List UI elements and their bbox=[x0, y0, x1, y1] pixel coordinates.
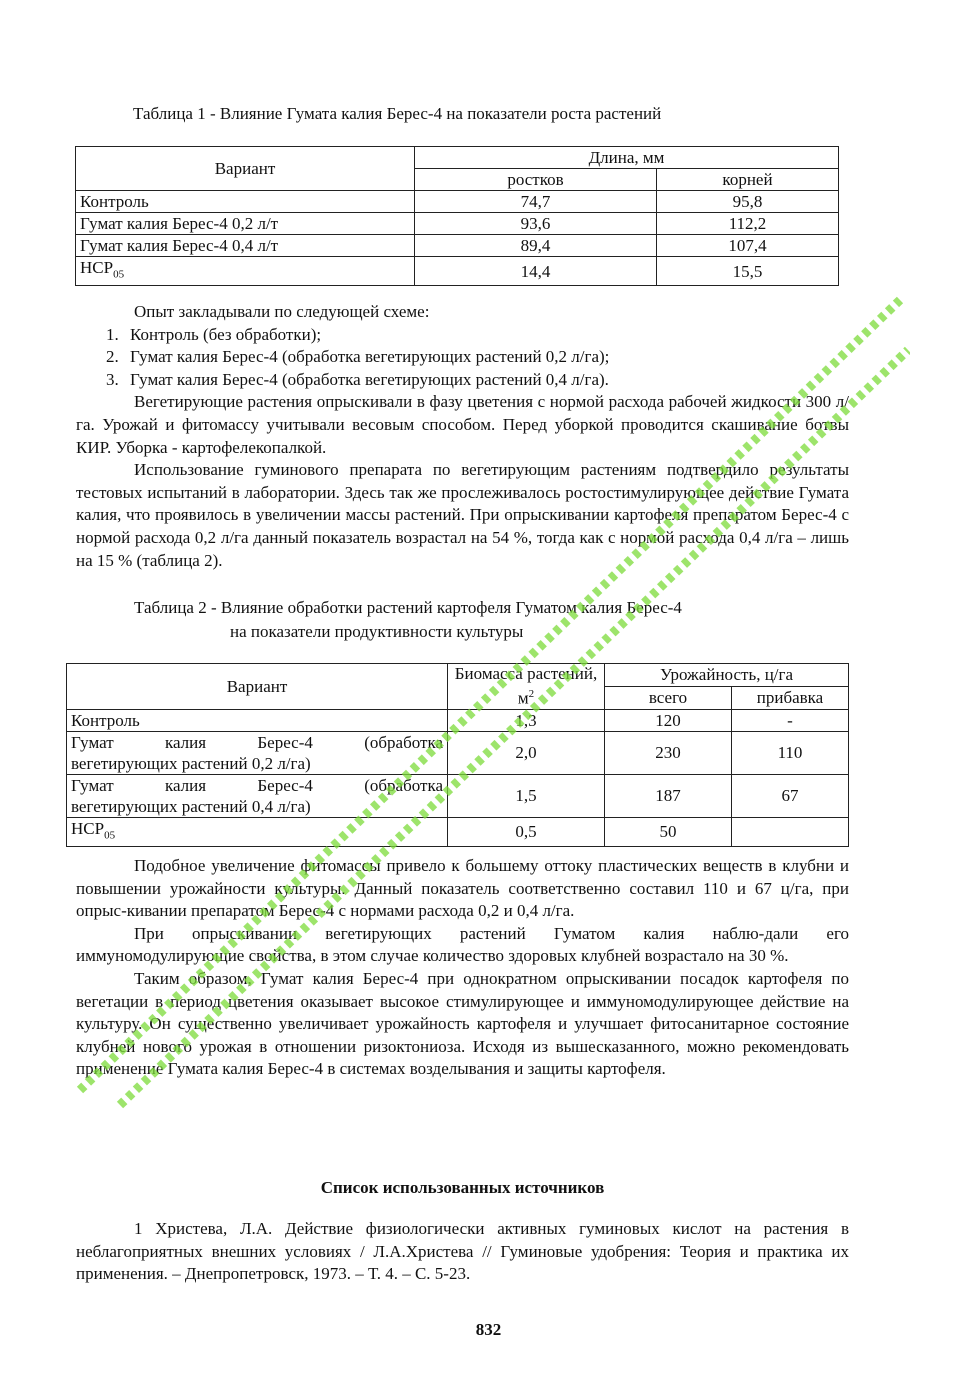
table1-cell-value: 95,8 bbox=[657, 191, 839, 213]
list-number: 1. bbox=[106, 324, 119, 344]
references-list bbox=[76, 1218, 849, 1286]
body-text-block-2 bbox=[76, 855, 849, 1081]
table2-header-group: Урожайность, ц/га bbox=[605, 664, 849, 687]
table1-header-group: Длина, мм bbox=[415, 147, 839, 169]
body-text-block-1 bbox=[76, 301, 849, 572]
table2-cell-value: 120 bbox=[605, 709, 732, 731]
paragraph: При опрыскивании вегетирующих растений Гуматом калия наблю-дали его иммуномодулирующие свойства, в этом случае количество здоровых клубней возрастало на 30 %. bbox=[76, 923, 849, 966]
hcp-label: НСР bbox=[80, 258, 114, 277]
table1-caption: Таблица 1 - Влияние Гумата калия Берес-4 на показатели роста растений bbox=[133, 104, 662, 123]
table1-cell-value: 74,7 bbox=[415, 191, 657, 213]
table2-cell-value: 67 bbox=[732, 774, 849, 817]
references-heading: Список использованных источников bbox=[320, 1178, 605, 1197]
list-item bbox=[76, 369, 849, 392]
list-item bbox=[76, 346, 849, 369]
reference-item: 1 Христева, Л.А. Действие физиологически активных гуминовых кислот на растения в неблагоприятных внешних условиях / Л.А.Христева // Гуминовые удобрения: Теория и практика их применения. – Днепропетровск, 1973. – Т. 4. – С. 5-23. bbox=[76, 1219, 849, 1284]
table2-cell-value: 50 bbox=[605, 817, 732, 846]
table1-header-variant: Вариант bbox=[76, 147, 415, 191]
table1-cell-value: 14,4 bbox=[415, 257, 657, 286]
table1 bbox=[75, 146, 839, 286]
table-row bbox=[76, 191, 839, 213]
table1-cell-value: 112,2 bbox=[657, 213, 839, 235]
variant-line: Гумат калия Берес-4 (обработка bbox=[71, 775, 443, 795]
biomass-label: Биомасса растений, м bbox=[454, 664, 598, 708]
scheme-list bbox=[76, 324, 849, 392]
page-number: 832 bbox=[475, 1320, 502, 1339]
table-row bbox=[67, 709, 849, 731]
table2-caption-line1: Таблица 2 - Влияние обработки растений картофеля Гуматом калия Берес-4 bbox=[134, 598, 682, 617]
table2-cell-value: 1,3 bbox=[448, 709, 605, 731]
paragraph: Использование гуминового препарата по вегетирующим растениям подтвердило результаты тестовых испытаний в лаборатории. Здесь так же прослеживалось ростостимулирующее действие Гумата калия, что проявилось в увеличении массы растений. При опрыскивании картофеля препаратом Берес-4 с нормой расхода 0,2 л/га данный показатель возрастал на 54 %, тогда как с нормой расхода 0,4 л/га – лишь на 15 % (таблица 2). bbox=[76, 460, 849, 570]
table2-header-gain: прибавка bbox=[732, 686, 849, 709]
variant-line: Гумат калия Берес-4 (обработка bbox=[71, 732, 443, 752]
table1-cell-variant: Контроль bbox=[76, 191, 415, 213]
table2-cell-value: 2,0 bbox=[448, 731, 605, 774]
table2 bbox=[66, 663, 849, 847]
variant-line: вегетирующих растений 0,4 л/га) bbox=[71, 796, 311, 816]
list-item bbox=[76, 324, 849, 347]
table-row bbox=[67, 731, 849, 774]
table1-cell-variant: Гумат калия Берес-4 0,2 л/т bbox=[76, 213, 415, 235]
table-row bbox=[67, 774, 849, 817]
table1-header-col2: корней bbox=[657, 169, 839, 191]
paragraph: Подобное увеличение фитомассы привело к большему оттоку пластических веществ в клубни и повышении урожайности культуры. Данный показатель соответственно составил 110 и 67 ц/га, при опрыс-кивании препаратом Берес-4 с нормами расхода 0,2 и 0,4 л/га. bbox=[76, 856, 849, 921]
table2-cell-variant bbox=[67, 817, 448, 846]
table2-cell-variant bbox=[67, 731, 448, 774]
table-row bbox=[67, 817, 849, 846]
table2-cell-value: 1,5 bbox=[448, 774, 605, 817]
table2-cell-value: 230 bbox=[605, 731, 732, 774]
table1-cell-variant bbox=[76, 257, 415, 286]
hcp-subscript: 05 bbox=[104, 829, 116, 842]
table-row bbox=[76, 257, 839, 286]
table1-cell-value: 107,4 bbox=[657, 235, 839, 257]
paragraph: Вегетирующие растения опрыскивали в фазу цветения с нормой расхода рабочей жидкости 300 л/га. Урожай и фитомассу учитывали весовым способом. Перед уборкой проводится скашивание ботвы КИР. Уборка - картофелекопалкой. bbox=[76, 392, 849, 457]
table2-cell-value: 0,5 bbox=[448, 817, 605, 846]
list-text: Гумат калия Берес-4 (обработка вегетирующих растений 0,4 л/га). bbox=[130, 369, 609, 389]
table-row bbox=[76, 213, 839, 235]
paragraph: Опыт закладывали по следующей схеме: bbox=[134, 302, 430, 321]
hcp-label: НСР bbox=[71, 818, 105, 838]
table2-header-total: всего bbox=[605, 686, 732, 709]
table-row bbox=[76, 235, 839, 257]
table2-cell-variant bbox=[67, 774, 448, 817]
table2-cell-value: 110 bbox=[732, 731, 849, 774]
paragraph: Таким образом, Гумат калия Берес-4 при однократном опрыскивании посадок картофеля по вегетации в период цветения оказывает высокое стимулирующее и иммуномодулирующее действие на культуру. Он существенно увеличивает урожайность картофеля и улучшает фитосанитарное состояние клубней нового урожая в отношении ризоктониоза. Исходя из вышесказанного, можно рекомендовать применение Гумата калия Берес-4 в системах возделывания и защиты картофеля. bbox=[76, 968, 849, 1079]
list-text: Гумат калия Берес-4 (обработка вегетирующих растений 0,2 л/га); bbox=[130, 347, 610, 367]
table1-cell-variant: Гумат калия Берес-4 0,4 л/т bbox=[76, 235, 415, 257]
table2-cell-value: - bbox=[732, 709, 849, 731]
biomass-superscript: 2 bbox=[528, 688, 535, 700]
hcp-subscript: 05 bbox=[113, 268, 125, 281]
list-number: 2. bbox=[106, 347, 119, 367]
table1-cell-value: 89,4 bbox=[415, 235, 657, 257]
list-text: Контроль (без обработки); bbox=[130, 324, 322, 344]
table1-header-col1: ростков bbox=[415, 169, 657, 191]
table2-cell-value: 187 bbox=[605, 774, 732, 817]
table2-caption-line2: на показатели продуктивности культуры bbox=[230, 622, 524, 641]
table2-header-variant: Вариант bbox=[67, 664, 448, 710]
table2-cell-value bbox=[732, 817, 849, 846]
table1-cell-value: 93,6 bbox=[415, 213, 657, 235]
table2-header-biomass bbox=[448, 664, 605, 710]
variant-line: вегетирующих растений 0,2 л/га) bbox=[71, 753, 311, 773]
table2-cell-variant: Контроль bbox=[67, 709, 448, 731]
table1-cell-value: 15,5 bbox=[657, 257, 839, 286]
list-number: 3. bbox=[106, 369, 119, 389]
